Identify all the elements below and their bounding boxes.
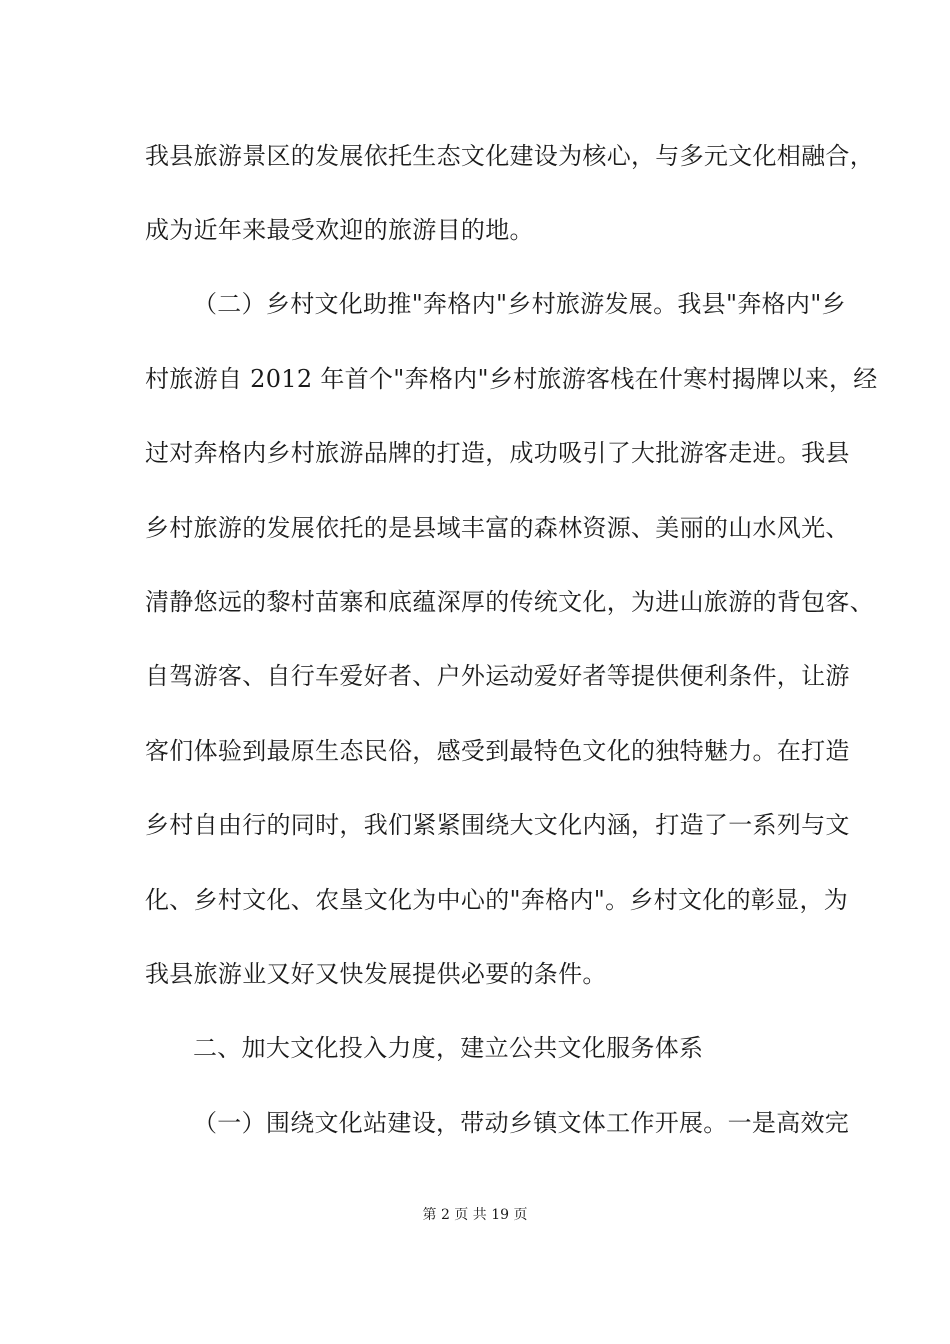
paragraph-line: 成为近年来最受欢迎的旅游目的地。 [145, 216, 534, 244]
paragraph-line: 客们体验到最原生态民俗，感受到最特色文化的独特魅力。在打造 [145, 737, 850, 765]
paragraph-line: 乡村自由行的同时，我们紧紧围绕大文化内涵，打造了一系列与文 [145, 811, 850, 839]
paragraph-line: 过对奔格内乡村旅游品牌的打造，成功吸引了大批游客走进。我县 [145, 439, 850, 467]
section-heading-line: （二）乡村文化助推"奔格内"乡村旅游发展。我县"奔格内"乡 [193, 290, 846, 318]
page-number-footer: 第 2 页 共 19 页 [422, 1207, 528, 1223]
paragraph-line: 我县旅游景区的发展依托生态文化建设为核心，与多元文化相融合， [145, 142, 874, 170]
paragraph-line: 村旅游自 2012 年首个"奔格内"乡村旅游客栈在什寒村揭牌以来，经 [145, 365, 878, 393]
subsection-heading-line: （一）围绕文化站建设，带动乡镇文体工作开展。一是高效完 [193, 1109, 850, 1137]
paragraph-line: 清静悠远的黎村苗寨和底蕴深厚的传统文化，为进山旅游的背包客、 [145, 588, 874, 616]
paragraph-line: 我县旅游业又好又快发展提供必要的条件。 [145, 960, 607, 988]
section-heading: 二、加大文化投入力度，建立公共文化服务体系 [193, 1034, 704, 1062]
paragraph-line: 乡村旅游的发展依托的是县域丰富的森林资源、美丽的山水风光、 [145, 514, 850, 542]
paragraph-line: 自驾游客、自行车爱好者、户外运动爱好者等提供便利条件，让游 [145, 662, 850, 690]
paragraph-line: 化、乡村文化、农垦文化为中心的"奔格内"。乡村文化的彰显，为 [145, 886, 849, 914]
